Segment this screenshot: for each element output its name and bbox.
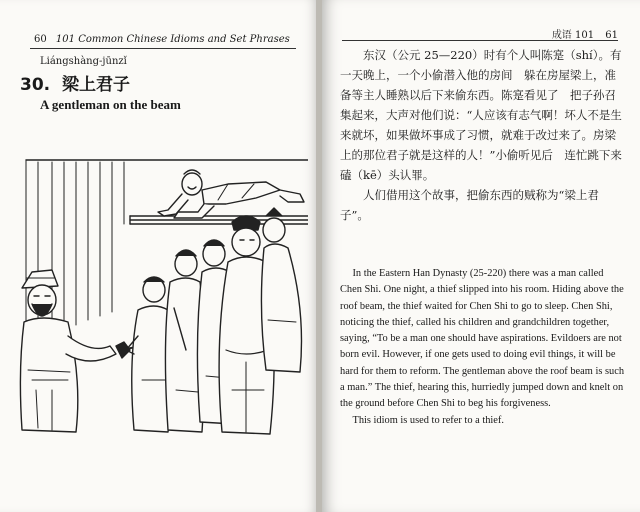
idiom-number: 30. [20, 75, 51, 95]
idiom-english-title: A gentleman on the beam [40, 97, 181, 112]
left-running-header [34, 34, 290, 45]
chinese-story [340, 45, 622, 225]
english-story [340, 266, 624, 429]
idiom-pinyin: Liángshàng-jūnzǐ [40, 56, 127, 67]
idiom-chinese: 梁上君子 [62, 75, 131, 95]
right-header-rule [342, 40, 618, 41]
english-paragraph: This idiom is used to refer to a thief. [352, 414, 504, 426]
right-running-title: 成语 101 [551, 30, 595, 41]
left-header-rule [30, 48, 296, 49]
left-page [0, 0, 318, 512]
chinese-paragraph: 人们借用这个故事，把偷东西的贼称为“梁上君子”。 [340, 188, 599, 222]
right-running-header [544, 26, 618, 41]
left-page-number: 60 [34, 34, 47, 45]
story-illustration [18, 140, 308, 440]
right-page [322, 0, 640, 512]
right-page-number: 61 [605, 30, 618, 41]
left-running-title: 101 Common Chinese Idioms and Set Phrases [55, 34, 290, 45]
idiom-heading [20, 70, 130, 95]
chinese-paragraph: 东汉（公元 25—220）时有个人叫陈寔（shí）。有一天晚上，一个小偷潜入他的房间 躲在房屋梁上，准备等主人睡熟以后下来偷东西。陈寔看见了 把子孙召集起来，大声对他们说：“人应该有志气啊！坏人不是生来就坏，如果做坏事成了习惯，就难于改过来了。房梁上的那位君子就是这样的人！”小偷听见后 连忙跳下来磕（kē）头认罪。 [340, 48, 622, 182]
english-paragraph: In the Eastern Han Dynasty (25-220) there was a man called Chen Shi. One night, a thief slipped into his room. Hiding above the roof beam, the thief waited for Chen Shi to go to sleep. Chen Shi, noticing the thief, called his children and grandchildren together, saying, “To be a man one should have aspirations. Evildoers are not born evil. However, if one gets used to doing evil things, it will be hard for them to reform. The gentleman above the roof beam is such a man.” The thief, hearing this, hurriedly jumped down and knelt on the ground before Chen Shi to beg his forgiveness. [340, 268, 625, 410]
